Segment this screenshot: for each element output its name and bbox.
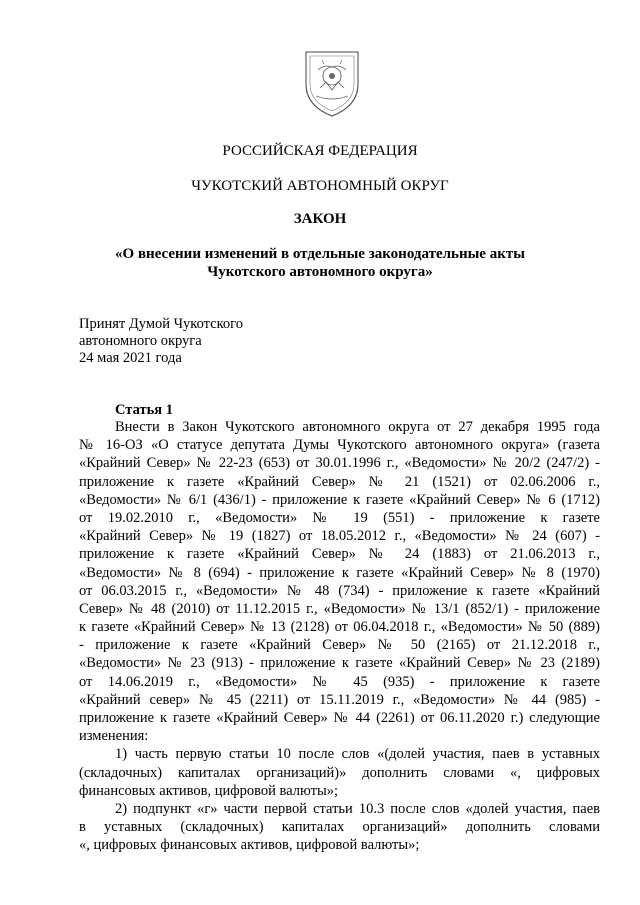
paragraph-line: от 19.02.2010 г., «Ведомости» № 19 (551) - приложение к газете bbox=[79, 509, 600, 526]
paragraph-line: «Крайний Север» № 22-23 (653) от 30.01.1996 г., «Ведомости» № 20/2 (247/2) - bbox=[79, 455, 600, 472]
adoption-line: автономного округа bbox=[79, 333, 202, 349]
article-1-body bbox=[79, 418, 600, 855]
adoption-line: Принят Думой Чукотского bbox=[79, 316, 244, 332]
list-item-line: 2) подпункт «г» части первой статьи 10.3 после слов «долей участия, паев bbox=[115, 800, 600, 817]
list-item-line: (складочных) капиталах организаций)» дополнить словами «, цифровых bbox=[79, 764, 600, 781]
paragraph-line: приложение к газете «Крайний Север» № 21 (1521) от 02.06.2006 г., bbox=[79, 473, 600, 490]
paragraph-line: от 14.06.2019 г., «Ведомости» № 45 (935) - приложение к газете bbox=[79, 673, 600, 690]
paragraph-line: к газете «Крайний Север» № 13 (2128) от 06.04.2018 г., «Ведомости» № 50 (889) bbox=[79, 619, 600, 636]
list-item-line: «, цифровых финансовых активов, цифровой валюты»; bbox=[79, 837, 420, 854]
law-title-line: Чукотского автономного округа» bbox=[207, 264, 433, 280]
paragraph-line: № 16-ОЗ «О статусе депутата Думы Чукотского автономного округа» (газета bbox=[79, 437, 600, 454]
paragraph-line: «Крайний Север» № 19 (1827) от 18.05.2012 г., «Ведомости» № 24 (607) - bbox=[79, 528, 600, 545]
paragraph-line: «Ведомости» № 6/1 (436/1) - приложение к газете «Крайний Север» № 6 (1712) bbox=[79, 491, 600, 508]
paragraph-line: «Крайний север» № 45 (2211) от 15.11.2019 г., «Ведомости» № 44 (985) - bbox=[79, 691, 600, 708]
document-type: ЗАКОН bbox=[293, 211, 347, 227]
paragraph-line: от 06.03.2015 г., «Ведомости» № 48 (734) - приложение к газете «Крайний bbox=[79, 582, 600, 599]
paragraph-line: приложение к газете «Крайний Север» № 24 (1883) от 21.06.2013 г., bbox=[79, 546, 600, 563]
paragraph-line: Внести в Закон Чукотского автономного округа от 27 декабря 1995 года bbox=[115, 419, 600, 435]
paragraph-line: «Ведомости» № 8 (694) - приложение к газете «Крайний Север» № 8 (1970) bbox=[79, 564, 600, 581]
law-title bbox=[0, 245, 640, 281]
paragraph-line: - приложение к газете «Крайний Север» № 50 (2165) от 21.12.2018 г., bbox=[79, 637, 600, 654]
coat-of-arms-emblem bbox=[300, 46, 364, 118]
article-1-heading: Статья 1 bbox=[115, 402, 173, 418]
paragraph-line: приложение к газете «Крайний Север» № 44 (2261) от 06.11.2020 г.) следующие bbox=[79, 710, 600, 726]
list-item-line: финансовых активов, цифровой валюты»; bbox=[79, 782, 338, 799]
paragraph-line: Север» № 48 (2010) от 11.12.2015 г., «Ведомости» № 13/1 (852/1) - приложение bbox=[79, 600, 600, 617]
adoption-date: 24 мая 2021 года bbox=[79, 350, 182, 366]
adoption-info bbox=[79, 316, 243, 367]
law-title-line: «О внесении изменений в отдельные законодательные акты bbox=[115, 246, 525, 262]
paragraph-line: «Ведомости» № 23 (913) - приложение к газете «Крайний Север» № 23 (2189) bbox=[79, 655, 600, 672]
header-country: РОССИЙСКАЯ ФЕДЕРАЦИЯ bbox=[222, 143, 418, 159]
paragraph-line: изменения: bbox=[79, 728, 149, 745]
header-region: ЧУКОТСКИЙ АВТОНОМНЫЙ ОКРУГ bbox=[191, 178, 449, 194]
list-item-line: в уставных (складочных) капиталах организаций» дополнить словами bbox=[79, 819, 600, 836]
list-item-line: 1) часть первую статьи 10 после слов «(долей участия, паев в уставных bbox=[115, 746, 600, 763]
